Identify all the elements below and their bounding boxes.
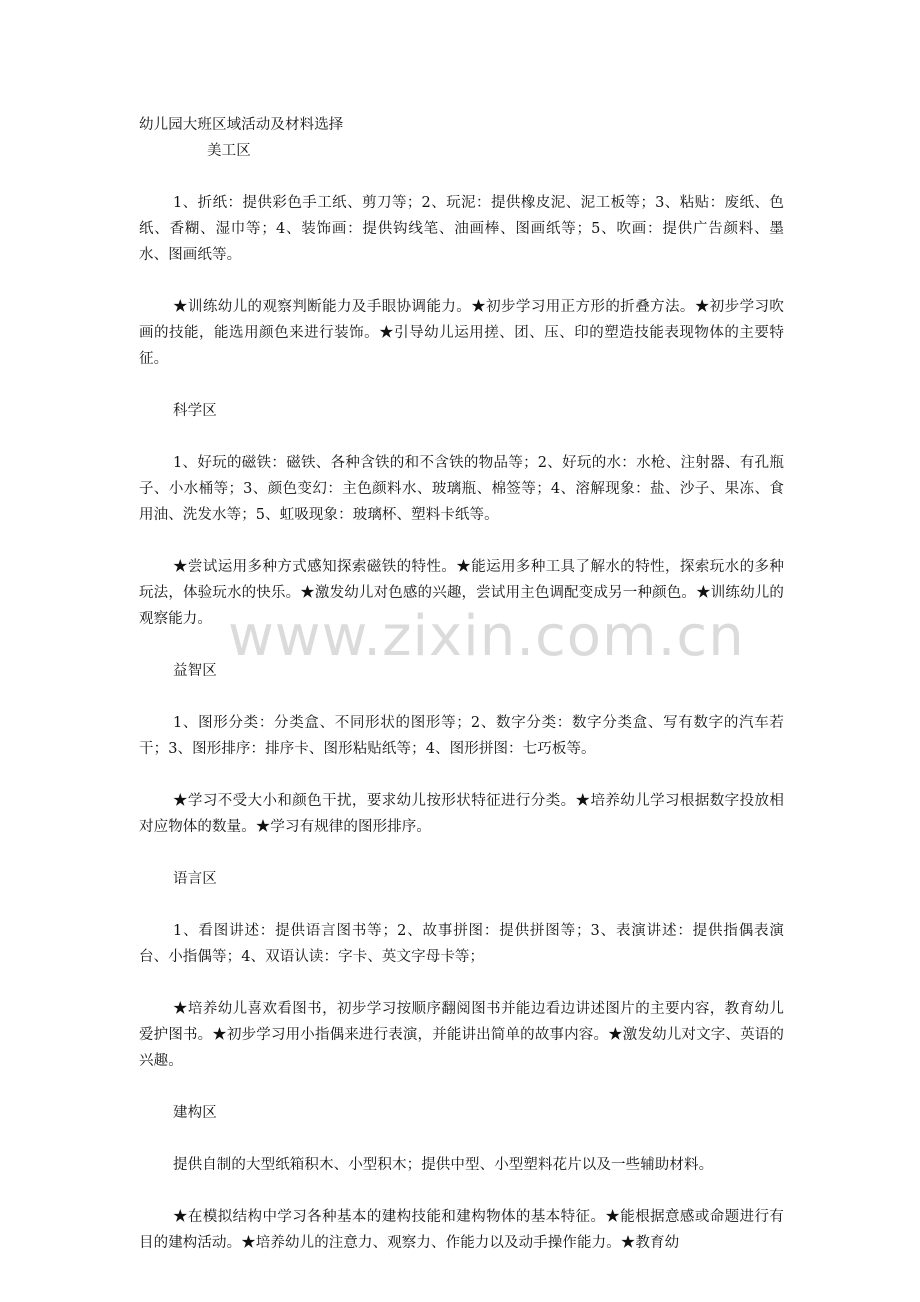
spacer — [139, 632, 784, 658]
spacer — [139, 424, 784, 450]
document-title: 幼儿园大班区域活动及材料选择 — [139, 117, 344, 133]
spacer — [139, 164, 784, 190]
section-materials-puzzle: 1、图形分类：分类盒、不同形状的图形等；2、数字分类：数字分类盒、写有数字的汽车若干；3、图形排序：排序卡、图形粘贴纸等；4、图形拼图：七巧板等。 — [139, 715, 784, 757]
spacer — [139, 762, 784, 788]
section-heading-puzzle: 益智区 — [173, 663, 217, 679]
spacer — [139, 372, 784, 398]
section-materials-construction: 提供自制的大型纸箱积木、小型积木；提供中型、小型塑料花片以及一些辅助材料。 — [173, 1157, 714, 1173]
spacer — [139, 528, 784, 554]
document-body — [139, 112, 784, 1256]
spacer — [139, 1178, 784, 1204]
section-materials-language: 1、看图讲述：提供语言图书等；2、故事拼图：提供拼图等；3、表演讲述：提供指偶表演台、小指偶等；4、双语认读：字卡、英文字母卡等； — [139, 923, 784, 965]
section-heading-art: 美工区 — [207, 143, 251, 159]
section-materials-art: 1、折纸：提供彩色手工纸、剪刀等；2、玩泥：提供橡皮泥、泥工板等；3、粘贴：废纸、色纸、香糊、湿巾等；4、装饰画：提供钩线笔、油画棒、图画纸等；5、吹画：提供广告颜料、墨水、图画纸等。 — [139, 195, 784, 263]
section-heading-science: 科学区 — [173, 403, 217, 419]
spacer — [139, 684, 784, 710]
section-materials-science: 1、好玩的磁铁：磁铁、各种含铁的和不含铁的物品等；2、好玩的水：水枪、注射器、有孔瓶子、小水桶等；3、颜色变幻：主色颜料水、玻璃瓶、棉签等；4、溶解现象：盐、沙子、果冻、食用油、洗发水等；5、虹吸现象：玻璃杯、塑料卡纸等。 — [139, 455, 784, 523]
spacer — [139, 892, 784, 918]
section-goals-construction: ★在模拟结构中学习各种基本的建构技能和建构物体的基本特征。★能根据意感或命题进行有目的建构活动。★培养幼儿的注意力、观察力、作能力以及动手操作能力。★教育幼 — [139, 1209, 784, 1251]
section-heading-construction: 建构区 — [173, 1105, 217, 1121]
spacer — [139, 840, 784, 866]
section-goals-puzzle: ★学习不受大小和颜色干扰，要求幼儿按形状特征进行分类。★培养幼儿学习根据数字投放相对应物体的数量。★学习有规律的图形排序。 — [139, 793, 784, 835]
spacer — [139, 970, 784, 996]
spacer — [139, 268, 784, 294]
section-goals-art: ★训练幼儿的观察判断能力及手眼协调能力。★初步学习用正方形的折叠方法。★初步学习吹画的技能，能选用颜色来进行装饰。★引导幼儿运用搓、团、压、印的塑造技能表现物体的主要特征。 — [139, 299, 784, 367]
section-goals-science: ★尝试运用多种方式感知探索磁铁的特性。★能运用多种工具了解水的特性，探索玩水的多种玩法，体验玩水的快乐。★激发幼儿对色感的兴趣，尝试用主色调配变成另一种颜色。★训练幼儿的观察能力。 — [139, 559, 784, 627]
section-goals-language: ★培养幼儿喜欢看图书，初步学习按顺序翻阅图书并能边看边讲述图片的主要内容，教育幼儿爱护图书。★初步学习用小指偶来进行表演，并能讲出简单的故事内容。★激发幼儿对文字、英语的兴趣。 — [139, 1001, 784, 1069]
watermark: www.zixin.com.cn — [228, 604, 745, 669]
section-heading-language: 语言区 — [173, 871, 217, 887]
spacer — [139, 1074, 784, 1100]
spacer — [139, 1126, 784, 1152]
